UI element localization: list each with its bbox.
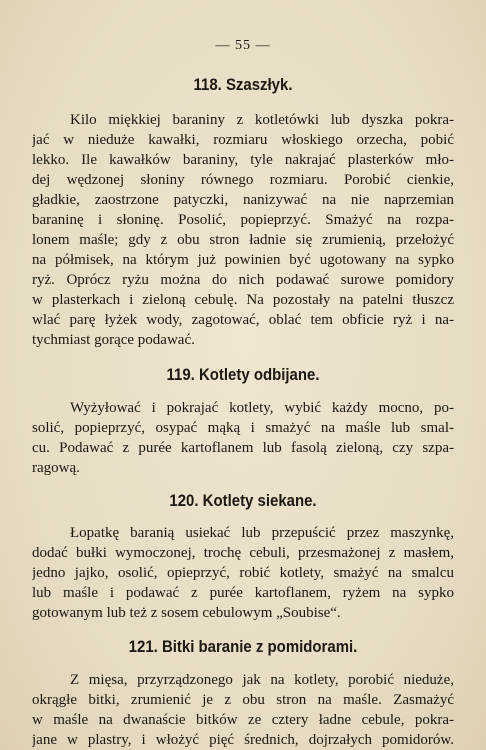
text-line: dodać bułki wymoczonej, trochę cebuli, przesmażonej z masłem, [32, 545, 454, 561]
text-line: w plasterkach i zieloną cebulę. Na pozostały na patelni tłuszcz [32, 292, 454, 308]
text-line: baraninę i słoninę. Posolić, popieprzyć. Smażyć na rozpa- [32, 212, 454, 228]
text-line: Z mięsa, przyrządzonego jak na kotlety, porobić nieduże, [70, 672, 454, 688]
text-line: lub maśle i podawać z purée kartoflanem, ryżem na sypko [32, 585, 454, 601]
recipe-title-119: 119. Kotlety odbijane. [166, 365, 320, 384]
text-line: Łopatkę baranią usiekać lub przepuścić przez maszynkę, [70, 525, 454, 541]
text-line: jać w nieduże kawałki, rozmiaru włoskiego orzecha, pobić [32, 132, 454, 148]
recipe-body-118 [32, 110, 454, 350]
text-line: lonem maśle; gdy z obu stron ładnie się zrumienią, przełożyć [32, 232, 454, 248]
recipe-title-120: 120. Kotlety siekane. [169, 491, 317, 510]
recipe-body-121 [32, 670, 454, 750]
text-line: solić, popieprzyć, osypać mąką i smażyć na maśle lub smal- [32, 420, 454, 436]
text-line: jedno jajko, osolić, opieprzyć, robić kotlety, smażyć na smalcu [32, 565, 454, 581]
text-line: Kilo miękkiej baraniny z kotletówki lub dyszka pokra- [70, 112, 454, 128]
recipe-title-121: 121. Bitki baranie z pomidorami. [128, 637, 358, 656]
text-line: lekko. Ile kawałków baraniny, tyle nakrajać plasterków mło- [32, 152, 454, 168]
recipe-body-120 [32, 523, 454, 623]
text-line: ragową. [32, 460, 80, 476]
text-line: gładkie, zaostrzone patyczki, nanizywać na nie naprzemian [32, 192, 454, 208]
text-line: okrągłe bitki, zrumienić je z obu stron na maśle. Zasmażyć [32, 692, 454, 708]
page-number: — 55 — [215, 38, 271, 53]
page-content [32, 68, 454, 750]
text-line: gotowanym lub też z sosem cebulowym „Soubise“. [32, 605, 341, 621]
text-line: tychmiast gorące podawać. [32, 332, 195, 348]
text-line: dej wędzonej słoniny równego rozmiaru. Porobić cienkie, [32, 172, 454, 188]
text-line: jane w plastry, i włożyć pięć średnich, dojrzałych pomidorów. [32, 732, 454, 748]
text-line: wlać parę łyżek wody, zagotować, oblać tem obficie ryż i na- [32, 312, 454, 328]
text-line: w maśle na dwanaście bitków ze cztery ładne cebule, pokra- [32, 712, 454, 728]
recipe-title-118: 118. Szaszłyk. [193, 75, 293, 94]
recipe-body-119 [32, 398, 454, 478]
text-line: na półmisek, na którym już powinien być ugotowany na sypko [32, 252, 454, 268]
text-line: cu. Podawać z purée kartoflanem lub fasolą zieloną, czy szpa- [32, 440, 454, 456]
text-line: Wyżyłować i pokrajać kotlety, wybić każdy mocno, po- [70, 400, 454, 416]
text-line: ryż. Oprócz ryżu można do nich podawać surowe pomidory [32, 272, 454, 288]
